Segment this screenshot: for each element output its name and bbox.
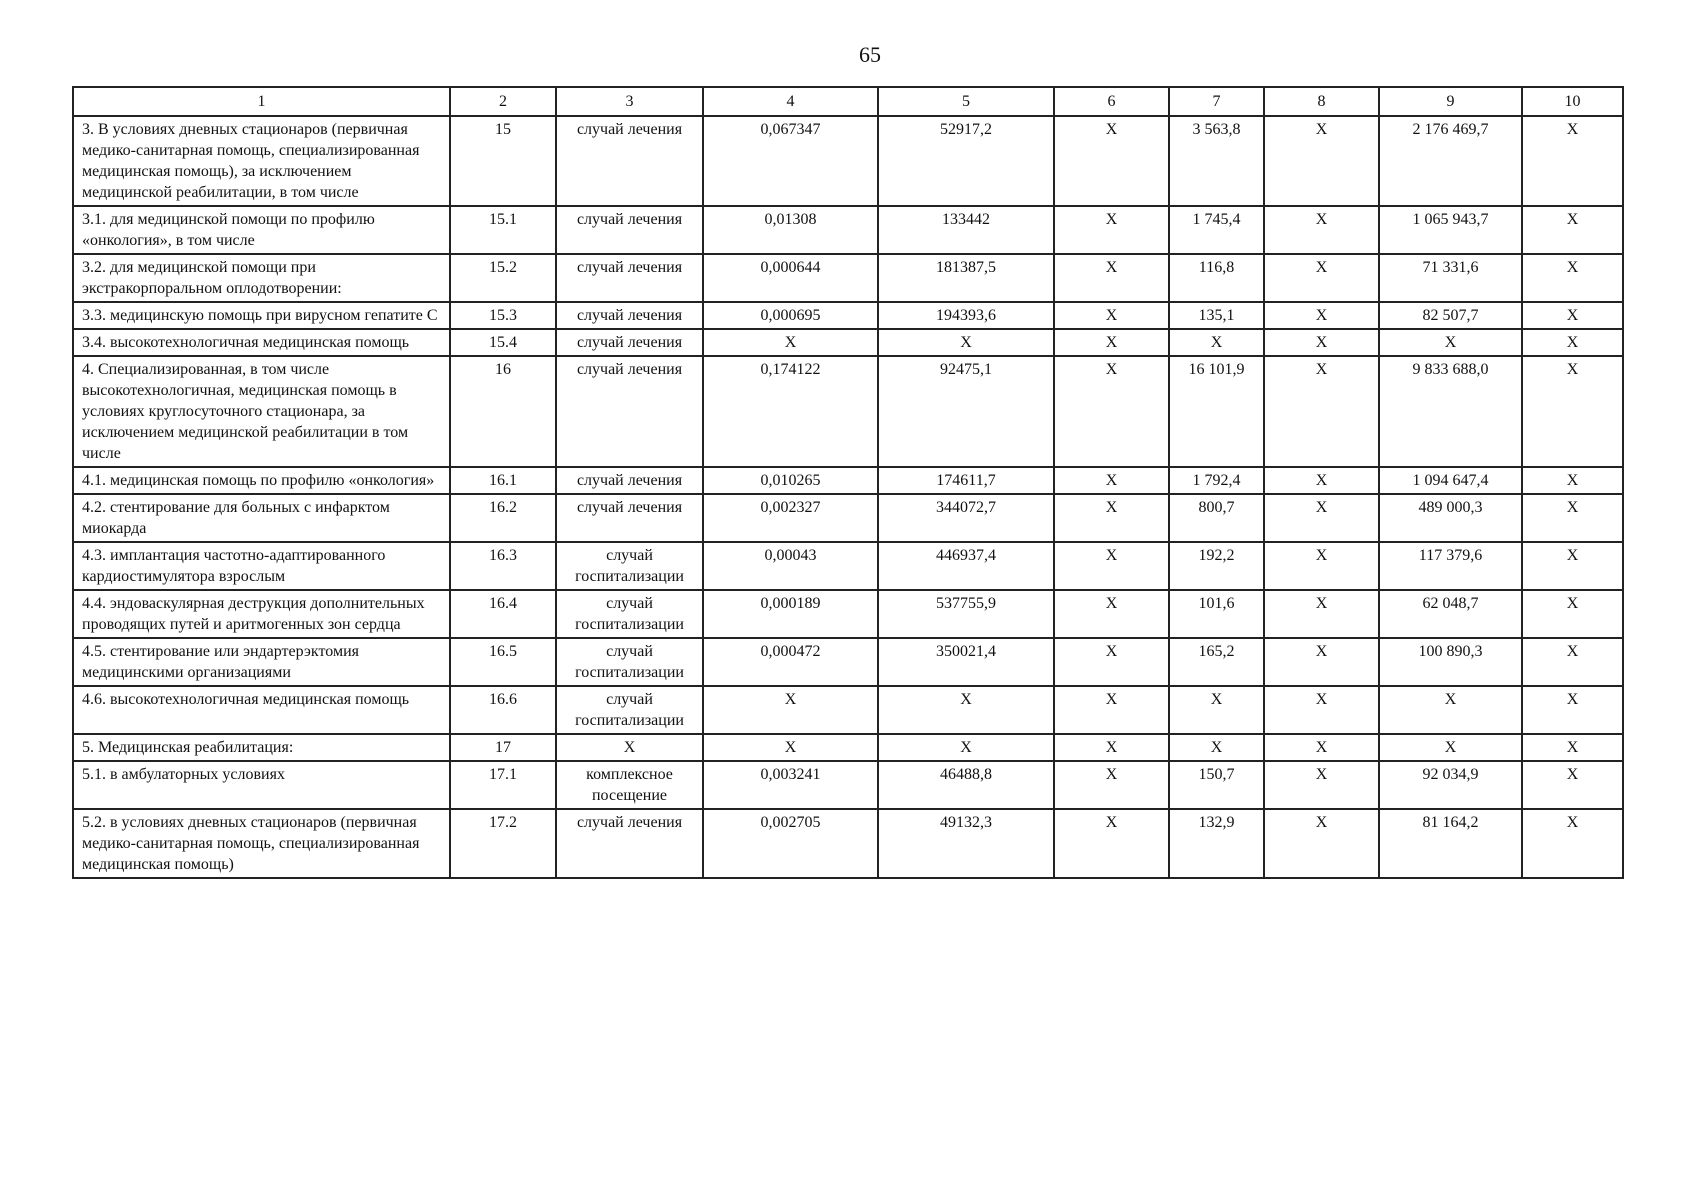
header-row	[73, 87, 1623, 116]
table-cell-col-5: 537755,9	[878, 590, 1054, 638]
table-cell-col-6: Х	[1054, 356, 1169, 467]
table-cell-col-7: 101,6	[1169, 590, 1264, 638]
table-cell-col-2: 15.2	[450, 254, 556, 302]
table-cell-col-3: случай лечения	[556, 329, 703, 356]
table-cell-col-4: 0,002327	[703, 494, 878, 542]
column-header-1: 1	[73, 87, 450, 116]
table-cell-col-9: 1 094 647,4	[1379, 467, 1522, 494]
table-cell-col-5: 194393,6	[878, 302, 1054, 329]
table-cell-col-7: 150,7	[1169, 761, 1264, 809]
table-cell-col-3: случай лечения	[556, 116, 703, 206]
table-cell-col-3: случай лечения	[556, 302, 703, 329]
table-cell-col-5: Х	[878, 734, 1054, 761]
table-cell-col-4: Х	[703, 734, 878, 761]
table-cell-col-2: 17	[450, 734, 556, 761]
table-cell-col-1: 3.1. для медицинской помощи по профилю «онкология», в том числе	[73, 206, 450, 254]
table-row	[73, 467, 1623, 494]
table-cell-col-5: Х	[878, 329, 1054, 356]
table-cell-col-6: Х	[1054, 206, 1169, 254]
table-cell-col-5: 46488,8	[878, 761, 1054, 809]
data-table	[72, 86, 1624, 879]
table-cell-col-5: Х	[878, 686, 1054, 734]
column-header-10: 10	[1522, 87, 1623, 116]
table-cell-col-9: Х	[1379, 686, 1522, 734]
table-cell-col-7: 16 101,9	[1169, 356, 1264, 467]
table-cell-col-6: Х	[1054, 734, 1169, 761]
table-cell-col-4: 0,000189	[703, 590, 878, 638]
table-cell-col-7: 1 792,4	[1169, 467, 1264, 494]
table-row	[73, 116, 1623, 206]
table-cell-col-1: 4.1. медицинская помощь по профилю «онкология»	[73, 467, 450, 494]
table-cell-col-2: 16.1	[450, 467, 556, 494]
table-cell-col-2: 15.4	[450, 329, 556, 356]
table-cell-col-7: 132,9	[1169, 809, 1264, 878]
table-cell-col-4: Х	[703, 329, 878, 356]
table-cell-col-8: Х	[1264, 809, 1379, 878]
table-cell-col-6: Х	[1054, 254, 1169, 302]
table-cell-col-6: Х	[1054, 302, 1169, 329]
table-cell-col-9: Х	[1379, 329, 1522, 356]
table-cell-col-8: Х	[1264, 116, 1379, 206]
table-cell-col-4: 0,000695	[703, 302, 878, 329]
table-cell-col-5: 446937,4	[878, 542, 1054, 590]
table-cell-col-3: случай госпитализации	[556, 590, 703, 638]
table-cell-col-8: Х	[1264, 761, 1379, 809]
table-cell-col-5: 49132,3	[878, 809, 1054, 878]
table-cell-col-10: Х	[1522, 761, 1623, 809]
table-cell-col-10: Х	[1522, 467, 1623, 494]
table-body	[73, 116, 1623, 878]
table-cell-col-4: 0,174122	[703, 356, 878, 467]
column-header-9: 9	[1379, 87, 1522, 116]
table-cell-col-6: Х	[1054, 329, 1169, 356]
table-cell-col-6: Х	[1054, 686, 1169, 734]
table-cell-col-3: комплексное посещение	[556, 761, 703, 809]
table-cell-col-4: 0,003241	[703, 761, 878, 809]
table-cell-col-1: 3.3. медицинскую помощь при вирусном гепатите С	[73, 302, 450, 329]
table-cell-col-7: 165,2	[1169, 638, 1264, 686]
table-cell-col-8: Х	[1264, 206, 1379, 254]
table-cell-col-2: 16.4	[450, 590, 556, 638]
table-cell-col-3: случай госпитализации	[556, 638, 703, 686]
table-cell-col-9: 2 176 469,7	[1379, 116, 1522, 206]
table-cell-col-9: 92 034,9	[1379, 761, 1522, 809]
table-cell-col-2: 16.2	[450, 494, 556, 542]
table-cell-col-1: 3.2. для медицинской помощи при экстракорпоральном оплодотворении:	[73, 254, 450, 302]
table-cell-col-8: Х	[1264, 329, 1379, 356]
table-cell-col-1: 3.4. высокотехнологичная медицинская помощь	[73, 329, 450, 356]
table-cell-col-7: 3 563,8	[1169, 116, 1264, 206]
table-cell-col-6: Х	[1054, 638, 1169, 686]
table-cell-col-10: Х	[1522, 329, 1623, 356]
table-cell-col-2: 15	[450, 116, 556, 206]
table-cell-col-4: 0,067347	[703, 116, 878, 206]
column-header-5: 5	[878, 87, 1054, 116]
table-cell-col-10: Х	[1522, 356, 1623, 467]
table-cell-col-10: Х	[1522, 254, 1623, 302]
table-row	[73, 590, 1623, 638]
table-cell-col-5: 344072,7	[878, 494, 1054, 542]
table-cell-col-6: Х	[1054, 467, 1169, 494]
table-cell-col-5: 52917,2	[878, 116, 1054, 206]
table-row	[73, 254, 1623, 302]
column-header-4: 4	[703, 87, 878, 116]
table-cell-col-9: Х	[1379, 734, 1522, 761]
table-cell-col-8: Х	[1264, 638, 1379, 686]
table-cell-col-4: 0,010265	[703, 467, 878, 494]
table-cell-col-2: 15.3	[450, 302, 556, 329]
table-cell-col-10: Х	[1522, 206, 1623, 254]
table-cell-col-10: Х	[1522, 116, 1623, 206]
table-cell-col-9: 82 507,7	[1379, 302, 1522, 329]
table-cell-col-10: Х	[1522, 494, 1623, 542]
table-cell-col-4: 0,00043	[703, 542, 878, 590]
table-cell-col-3: случай лечения	[556, 467, 703, 494]
page-number: 65	[859, 42, 881, 67]
table-row	[73, 686, 1623, 734]
column-header-6: 6	[1054, 87, 1169, 116]
table-cell-col-7: 192,2	[1169, 542, 1264, 590]
table-cell-col-1: 3. В условиях дневных стационаров (первичная медико-санитарная помощь, специализированная медицинская помощь), за исключением медицинской реабилитации, в том числе	[73, 116, 450, 206]
table-cell-col-2: 17.2	[450, 809, 556, 878]
table-cell-col-10: Х	[1522, 542, 1623, 590]
table-cell-col-2: 16	[450, 356, 556, 467]
table-cell-col-7: 800,7	[1169, 494, 1264, 542]
table-row	[73, 494, 1623, 542]
table-row	[73, 542, 1623, 590]
table-cell-col-4: Х	[703, 686, 878, 734]
table-cell-col-6: Х	[1054, 542, 1169, 590]
table-cell-col-9: 81 164,2	[1379, 809, 1522, 878]
table-cell-col-7: 135,1	[1169, 302, 1264, 329]
column-header-3: 3	[556, 87, 703, 116]
table-cell-col-8: Х	[1264, 590, 1379, 638]
table-row	[73, 809, 1623, 878]
table-row	[73, 356, 1623, 467]
table-cell-col-2: 17.1	[450, 761, 556, 809]
table-cell-col-3: случай лечения	[556, 809, 703, 878]
table-cell-col-10: Х	[1522, 734, 1623, 761]
table-cell-col-4: 0,002705	[703, 809, 878, 878]
table-cell-col-5: 181387,5	[878, 254, 1054, 302]
table-cell-col-9: 71 331,6	[1379, 254, 1522, 302]
table-cell-col-1: 5.1. в амбулаторных условиях	[73, 761, 450, 809]
column-header-8: 8	[1264, 87, 1379, 116]
table-cell-col-7: 116,8	[1169, 254, 1264, 302]
table-cell-col-2: 16.3	[450, 542, 556, 590]
table-cell-col-2: 15.1	[450, 206, 556, 254]
table-cell-col-7: Х	[1169, 686, 1264, 734]
column-header-2: 2	[450, 87, 556, 116]
table-cell-col-9: 62 048,7	[1379, 590, 1522, 638]
table-cell-col-4: 0,000472	[703, 638, 878, 686]
table-cell-col-9: 117 379,6	[1379, 542, 1522, 590]
table-cell-col-8: Х	[1264, 734, 1379, 761]
table-row	[73, 638, 1623, 686]
table-cell-col-8: Х	[1264, 254, 1379, 302]
table-cell-col-9: 9 833 688,0	[1379, 356, 1522, 467]
table-cell-col-10: Х	[1522, 638, 1623, 686]
table-cell-col-10: Х	[1522, 302, 1623, 329]
table-cell-col-1: 5. Медицинская реабилитация:	[73, 734, 450, 761]
table-cell-col-9: 100 890,3	[1379, 638, 1522, 686]
table-cell-col-6: Х	[1054, 590, 1169, 638]
table-cell-col-3: случай госпитализации	[556, 542, 703, 590]
table-cell-col-3: случай госпитализации	[556, 686, 703, 734]
table-cell-col-1: 4.5. стентирование или эндартерэктомия медицинскими организациями	[73, 638, 450, 686]
table-cell-col-1: 4. Специализированная, в том числе высокотехнологичная, медицинская помощь в условиях круглосуточного стационара, за исключением медицинской реабилитации в том числе	[73, 356, 450, 467]
table-cell-col-8: Х	[1264, 467, 1379, 494]
table-cell-col-5: 350021,4	[878, 638, 1054, 686]
table-row	[73, 734, 1623, 761]
table-cell-col-8: Х	[1264, 542, 1379, 590]
table-cell-col-3: случай лечения	[556, 356, 703, 467]
table-cell-col-5: 133442	[878, 206, 1054, 254]
column-header-7: 7	[1169, 87, 1264, 116]
table-cell-col-1: 4.3. имплантация частотно-адаптированного кардиостимулятора взрослым	[73, 542, 450, 590]
table-cell-col-10: Х	[1522, 686, 1623, 734]
table-cell-col-8: Х	[1264, 302, 1379, 329]
table-cell-col-1: 4.2. стентирование для больных с инфарктом миокарда	[73, 494, 450, 542]
table-cell-col-7: 1 745,4	[1169, 206, 1264, 254]
table-cell-col-1: 5.2. в условиях дневных стационаров (первичная медико-санитарная помощь, специализированная медицинская помощь)	[73, 809, 450, 878]
table-cell-col-2: 16.5	[450, 638, 556, 686]
table-cell-col-5: 174611,7	[878, 467, 1054, 494]
table-row	[73, 329, 1623, 356]
table-cell-col-6: Х	[1054, 116, 1169, 206]
table-cell-col-9: 1 065 943,7	[1379, 206, 1522, 254]
table-cell-col-3: случай лечения	[556, 206, 703, 254]
table-row	[73, 206, 1623, 254]
table-cell-col-8: Х	[1264, 494, 1379, 542]
table-cell-col-1: 4.6. высокотехнологичная медицинская помощь	[73, 686, 450, 734]
table-cell-col-6: Х	[1054, 761, 1169, 809]
table-cell-col-2: 16.6	[450, 686, 556, 734]
table-cell-col-7: Х	[1169, 734, 1264, 761]
table-cell-col-3: Х	[556, 734, 703, 761]
table-cell-col-10: Х	[1522, 590, 1623, 638]
table-row	[73, 761, 1623, 809]
table-cell-col-7: Х	[1169, 329, 1264, 356]
table-cell-col-8: Х	[1264, 356, 1379, 467]
table-cell-col-5: 92475,1	[878, 356, 1054, 467]
table-cell-col-3: случай лечения	[556, 254, 703, 302]
table-cell-col-4: 0,000644	[703, 254, 878, 302]
table-cell-col-9: 489 000,3	[1379, 494, 1522, 542]
table-cell-col-4: 0,01308	[703, 206, 878, 254]
table-row	[73, 302, 1623, 329]
table-cell-col-10: Х	[1522, 809, 1623, 878]
table-cell-col-6: Х	[1054, 494, 1169, 542]
table-cell-col-8: Х	[1264, 686, 1379, 734]
table-cell-col-1: 4.4. эндоваскулярная деструкция дополнительных проводящих путей и аритмогенных зон сердца	[73, 590, 450, 638]
table-cell-col-3: случай лечения	[556, 494, 703, 542]
table-cell-col-6: Х	[1054, 809, 1169, 878]
